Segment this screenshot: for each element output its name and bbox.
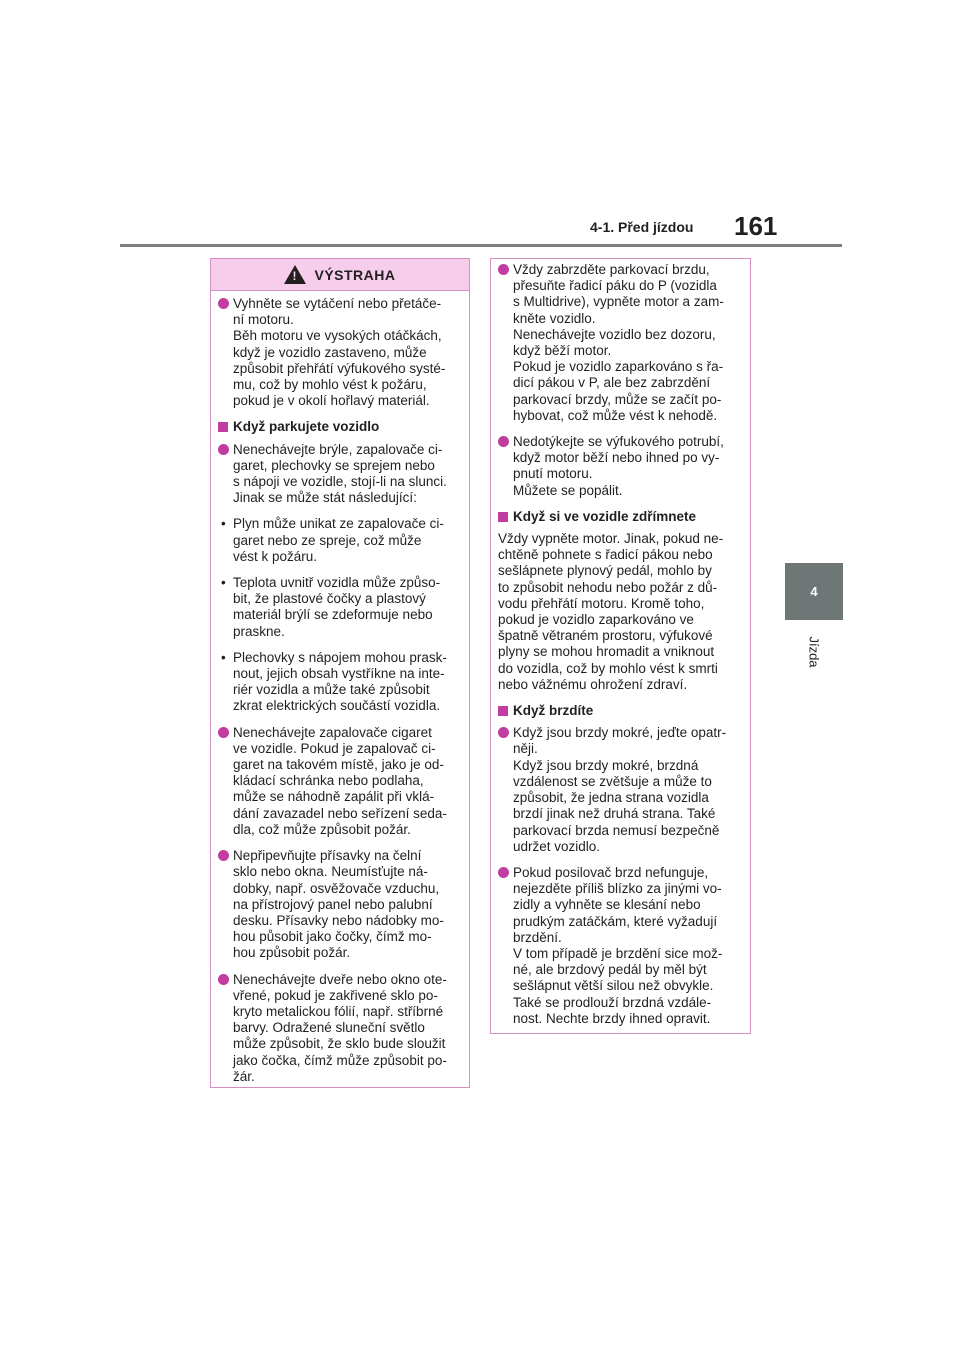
text-line: Pokud posilovač brzd nefunguje, bbox=[513, 864, 709, 880]
text-line: garet, plechovky se sprejem nebo bbox=[233, 457, 435, 473]
text-line: prudkým zatáčkám, které vyžadují bbox=[513, 913, 718, 929]
text-line: nejezděte příliš blízko za jinými vo- bbox=[513, 881, 722, 897]
bullet-icon: • bbox=[221, 516, 226, 532]
bullet-icon: • bbox=[221, 575, 226, 591]
right-column-content bbox=[491, 259, 750, 1027]
warning-item bbox=[218, 972, 463, 1085]
text-line: sešlápnut větší silou než obvykle. bbox=[513, 978, 714, 994]
text-line: desku. Přísavky nebo nádobky mo- bbox=[233, 912, 444, 928]
warning-title: VÝSTRAHA bbox=[314, 266, 396, 283]
text-line: dání zavazadel nebo seřízení seda- bbox=[233, 805, 447, 821]
text-line: nout, jejich obsah vystříkne na inte- bbox=[233, 666, 445, 682]
text-line: bit, že plastové čočky a plastový bbox=[233, 591, 426, 607]
text-line: kryto metalickou fólií, např. stříbrné bbox=[233, 1003, 444, 1019]
text-line: pokud je v okolí hořlavý materiál. bbox=[233, 393, 430, 409]
text-line: může způsobit, že sklo bude sloužit bbox=[233, 1036, 446, 1052]
text-line: nost. Nechte brzdy ihned opravit. bbox=[513, 1010, 711, 1026]
text-line: zkrat elektrických součástí vozidla. bbox=[233, 698, 441, 714]
text-line: Nepřipevňujte přísavky na čelní bbox=[233, 848, 422, 864]
bullet-icon: • bbox=[221, 649, 226, 665]
chapter-tab bbox=[785, 563, 843, 620]
text-line: s nápoji ve vozidle, stojí-li na slunci. bbox=[233, 474, 447, 490]
text-line: přesuňte řadicí páku do P (vozidla bbox=[513, 278, 717, 294]
subheading bbox=[498, 509, 744, 525]
text-line: způsobit přehřátí výfukového systé- bbox=[233, 360, 446, 376]
warning-header bbox=[211, 259, 469, 291]
text-line: hou působit jako čočky, čímž mo- bbox=[233, 929, 432, 945]
text-line: riér vozidla a může také způsobit bbox=[233, 682, 430, 698]
text-line: chtěně pohnete s řadicí pákou nebo bbox=[498, 547, 713, 563]
warning-item bbox=[218, 442, 463, 507]
text-line: Když jsou brzdy mokré, jeďte opatr- bbox=[513, 725, 727, 741]
text-line: Teplota uvnitř vozidla může způso- bbox=[233, 575, 441, 591]
text-line: Nenechávejte dveře nebo okno ote- bbox=[233, 971, 447, 987]
text-line: Nedotýkejte se výfukového potrubí, bbox=[513, 434, 724, 450]
text-line: plyny se mohou hromadit a vniknout bbox=[498, 644, 715, 660]
text-line: když motor běží nebo ihned po vy- bbox=[513, 450, 720, 466]
bullet-item bbox=[218, 516, 463, 565]
text-line: s Multidrive), vypněte motor a zam- bbox=[513, 294, 724, 310]
text-line: ve vozidle. Pokud je zapalovač ci- bbox=[233, 740, 436, 756]
text-line: udržet vozidlo. bbox=[513, 838, 601, 854]
page-number: 161 bbox=[734, 211, 778, 241]
square-bullet-icon bbox=[498, 706, 508, 716]
circle-bullet-icon bbox=[218, 298, 229, 309]
warning-item bbox=[218, 848, 463, 961]
text-line: dobky, např. osvěžovače vzduchu, bbox=[233, 880, 440, 896]
header-rule bbox=[120, 244, 842, 247]
text-line: mu, což by mohlo vést k požáru, bbox=[233, 377, 427, 393]
text-line: může se náhodně zapálit při vklá- bbox=[233, 789, 435, 805]
text-line: parkovací brzda nemusí bezpečně bbox=[513, 822, 720, 838]
text-line: Vždy zabrzděte parkovací brzdu, bbox=[513, 262, 710, 277]
square-bullet-icon bbox=[498, 512, 508, 522]
text-line: Plechovky s nápojem mohou prask- bbox=[233, 649, 447, 665]
chapter-number: 4 bbox=[810, 584, 818, 599]
warning-box-left bbox=[210, 258, 470, 1088]
text-line: jako čočka, čímž může způsobit po- bbox=[233, 1052, 447, 1068]
warning-box-right bbox=[490, 258, 751, 1034]
text-line: Můžete se popálit. bbox=[513, 482, 623, 498]
left-column-content bbox=[211, 291, 469, 1085]
text-line: Když brzdíte bbox=[513, 703, 594, 719]
circle-bullet-icon bbox=[498, 264, 509, 275]
text-line: garet nebo ze spreje, což může bbox=[233, 532, 422, 548]
text-line: brzdí jinak než druhá strana. Také bbox=[513, 806, 716, 822]
bullet-item bbox=[218, 575, 463, 640]
text-line: materiál brýlí se zdeformuje nebo bbox=[233, 607, 433, 623]
text-line: Jinak se může stát následující: bbox=[233, 490, 417, 506]
text-line: dla, což může způsobit požár. bbox=[233, 821, 411, 837]
text-line: Když jsou brzdy mokré, brzdná bbox=[513, 757, 699, 773]
text-line: barvy. Odražené sluneční světlo bbox=[233, 1020, 425, 1036]
text-line: sešlápnete plynový pedál, mohlo by bbox=[498, 563, 712, 579]
text-line: nebo vážnému ohrožení zdraví. bbox=[498, 676, 688, 692]
text-line: dicí pákou v P, ale bez zabrzdění bbox=[513, 375, 711, 391]
text-line: to způsobit nehodu nebo požár z dů- bbox=[498, 579, 718, 595]
text-line: Nenechávejte vozidlo bez dozoru, bbox=[513, 326, 716, 342]
text-line: kládací schránka nebo podlaha, bbox=[233, 773, 424, 789]
text-line: na přístrojový panel nebo palubní bbox=[233, 896, 433, 912]
text-line: žár. bbox=[233, 1068, 255, 1084]
circle-bullet-icon bbox=[498, 867, 509, 878]
text-line: do vozidla, což by mohlo vést k smrti bbox=[498, 660, 718, 676]
text-line: hou způsobit požár. bbox=[233, 945, 351, 961]
warning-item bbox=[498, 262, 744, 424]
text-line: pokud je vozidlo zaparkováno ve bbox=[498, 612, 694, 628]
text-line: vodu přehřátí motoru. Kromě toho, bbox=[498, 595, 705, 611]
text-line: Nenechávejte zapalovače cigaret bbox=[233, 724, 432, 740]
text-line: něji. bbox=[513, 741, 538, 757]
text-line: když je vozidlo zastaveno, může bbox=[233, 344, 427, 360]
chapter-label bbox=[789, 632, 839, 672]
square-bullet-icon bbox=[218, 422, 228, 432]
subheading bbox=[498, 703, 744, 719]
circle-bullet-icon bbox=[218, 850, 229, 861]
text-line: garet na takovém místě, jako je od- bbox=[233, 757, 444, 773]
chapter-label-text: Jízda bbox=[806, 636, 822, 668]
text-line: né, ale brzdový pedál by měl být bbox=[513, 962, 707, 978]
text-line: když běží motor. bbox=[513, 343, 612, 359]
bullet-item bbox=[218, 650, 463, 715]
text-line: V tom případě je brzdění sice mož- bbox=[513, 945, 723, 961]
text-line: vést k požáru. bbox=[233, 548, 318, 564]
section-title: 4-1. Před jízdou bbox=[590, 219, 694, 235]
warning-item bbox=[498, 725, 744, 855]
text-line: sklo nebo okna. Neumísťujte ná- bbox=[233, 864, 428, 880]
warning-item bbox=[218, 725, 463, 838]
text-line: Když parkujete vozidlo bbox=[233, 419, 380, 435]
text-line: hybovat, což může vést k nehodě. bbox=[513, 407, 718, 423]
text-line: vřené, pokud je zakřivené sklo po- bbox=[233, 987, 438, 1003]
paragraph bbox=[498, 531, 744, 693]
text-line: Běh motoru ve vysokých otáčkách, bbox=[233, 328, 442, 344]
text-line: ní motoru. bbox=[233, 312, 294, 328]
text-line: Plyn může unikat ze zapalovače ci- bbox=[233, 516, 444, 532]
text-line: Také se prodlouží brzdná vzdále- bbox=[513, 994, 712, 1010]
circle-bullet-icon bbox=[498, 436, 509, 447]
text-line: Pokud je vozidlo zaparkováno s řa- bbox=[513, 359, 724, 375]
text-line: zidly a vyhněte se klesání nebo bbox=[513, 897, 701, 913]
circle-bullet-icon bbox=[218, 727, 229, 738]
text-line: vzdálenost se zvětšuje a může to bbox=[513, 773, 712, 789]
circle-bullet-icon bbox=[498, 727, 509, 738]
text-line: Vyhněte se vytáčení nebo přetáče- bbox=[233, 296, 442, 311]
text-line: kněte vozidlo. bbox=[513, 310, 596, 326]
text-line: praskne. bbox=[233, 623, 285, 639]
text-line: parkovací brzdy, může se začít po- bbox=[513, 391, 722, 407]
text-line: brzdění. bbox=[513, 929, 562, 945]
text-line: pnutí motoru. bbox=[513, 466, 593, 482]
warning-item bbox=[498, 865, 744, 1027]
subheading bbox=[218, 419, 463, 435]
text-line: způsobit, že jedna strana vozidla bbox=[513, 790, 709, 806]
warning-item bbox=[498, 434, 744, 499]
circle-bullet-icon bbox=[218, 974, 229, 985]
warning-item bbox=[218, 296, 463, 409]
text-line: Když si ve vozidle zdřímnete bbox=[513, 508, 697, 524]
text-line: Vždy vypněte motor. Jinak, pokud ne- bbox=[498, 531, 724, 547]
warning-triangle-icon bbox=[284, 265, 306, 284]
text-line: Nenechávejte brýle, zapalovače ci- bbox=[233, 441, 443, 457]
text-line: špatně větraném prostoru, výfukové bbox=[498, 628, 713, 644]
circle-bullet-icon bbox=[218, 444, 229, 455]
